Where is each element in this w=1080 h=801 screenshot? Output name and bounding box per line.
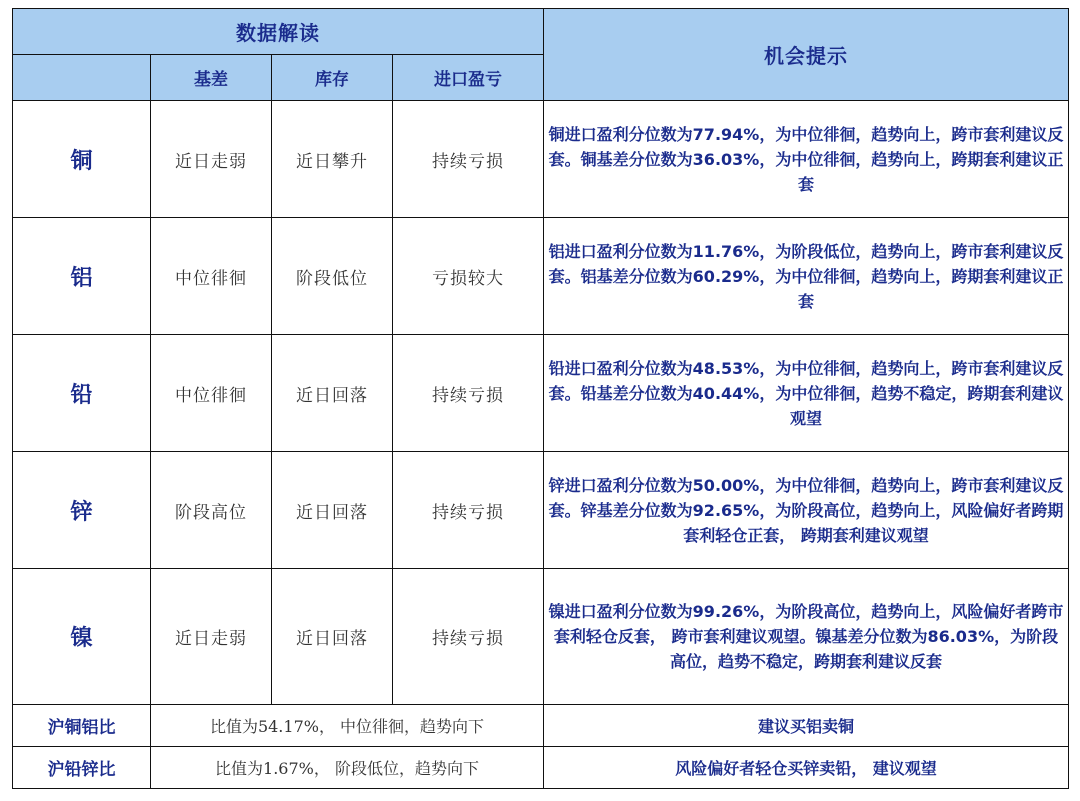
ratio-row-lead-zinc: [13, 747, 1069, 789]
ratio-value: 比值为1.67%， 阶段低位，趋势向下: [151, 747, 544, 789]
basis-cell: 阶段高位: [151, 452, 272, 569]
opportunity-tip-header: 机会提示: [544, 9, 1069, 101]
opportunity-tip-cell: 铝进口盈利分位数为11.76%，为阶段低位，趋势向上，跨市套利建议反套。铝基差分位数为60.29%，为中位徘徊，趋势向上，跨期套利建议正套: [544, 218, 1069, 335]
table-row-aluminum: [13, 218, 1069, 335]
metal-name: 铜: [13, 101, 151, 218]
metal-name: 铝: [13, 218, 151, 335]
import-profit-cell: 持续亏损: [393, 452, 544, 569]
inventory-cell: 近日攀升: [272, 101, 393, 218]
opportunity-tip-cell: 锌进口盈利分位数为50.00%，为中位徘徊，趋势向上，跨市套利建议反套。锌基差分位数为92.65%，为阶段高位，趋势向上，风险偏好者跨期套利轻仓正套， 跨期套利建议观望: [544, 452, 1069, 569]
metal-name: 镍: [13, 569, 151, 705]
column-header-basis: 基差: [151, 55, 272, 101]
inventory-cell: 近日回落: [272, 452, 393, 569]
metal-name: 铅: [13, 335, 151, 452]
basis-cell: 近日走弱: [151, 569, 272, 705]
opportunity-tip-cell: 镍进口盈利分位数为99.26%，为阶段高位，趋势向上，风险偏好者跨市套利轻仓反套， 跨市套利建议观望。镍基差分位数为86.03%，为阶段高位，趋势不稳定，跨期套利建议反套: [544, 569, 1069, 705]
import-profit-cell: 持续亏损: [393, 335, 544, 452]
ratio-name: 沪铜铝比: [13, 705, 151, 747]
opportunity-tip-cell: 铅进口盈利分位数为48.53%，为中位徘徊，趋势向上，跨市套利建议反套。铅基差分位数为40.44%，为中位徘徊，趋势不稳定，跨期套利建议观望: [544, 335, 1069, 452]
table-row-lead: [13, 335, 1069, 452]
opportunity-tip-cell: 铜进口盈利分位数为77.94%，为中位徘徊，趋势向上，跨市套利建议反套。铜基差分位数为36.03%，为中位徘徊，趋势向上，跨期套利建议正套: [544, 101, 1069, 218]
import-profit-cell: 持续亏损: [393, 569, 544, 705]
ratio-tip: 建议买铝卖铜: [544, 705, 1069, 747]
futures-analysis-table: [12, 8, 1069, 789]
column-header-inventory: 库存: [272, 55, 393, 101]
inventory-cell: 阶段低位: [272, 218, 393, 335]
basis-cell: 近日走弱: [151, 101, 272, 218]
ratio-row-copper-aluminum: [13, 705, 1069, 747]
ratio-name: 沪铅锌比: [13, 747, 151, 789]
inventory-cell: 近日回落: [272, 569, 393, 705]
ratio-tip: 风险偏好者轻仓买锌卖铅， 建议观望: [544, 747, 1069, 789]
ratio-value: 比值为54.17%， 中位徘徊，趋势向下: [151, 705, 544, 747]
basis-cell: 中位徘徊: [151, 218, 272, 335]
table-row-nickel: [13, 569, 1069, 705]
basis-cell: 中位徘徊: [151, 335, 272, 452]
inventory-cell: 近日回落: [272, 335, 393, 452]
import-profit-cell: 持续亏损: [393, 101, 544, 218]
metal-name: 锌: [13, 452, 151, 569]
column-header-import-profit: 进口盈亏: [393, 55, 544, 101]
table-row-copper: [13, 101, 1069, 218]
data-interpretation-header: 数据解读: [13, 9, 544, 55]
import-profit-cell: 亏损较大: [393, 218, 544, 335]
table-row-zinc: [13, 452, 1069, 569]
header-blank-cell: [13, 55, 151, 101]
